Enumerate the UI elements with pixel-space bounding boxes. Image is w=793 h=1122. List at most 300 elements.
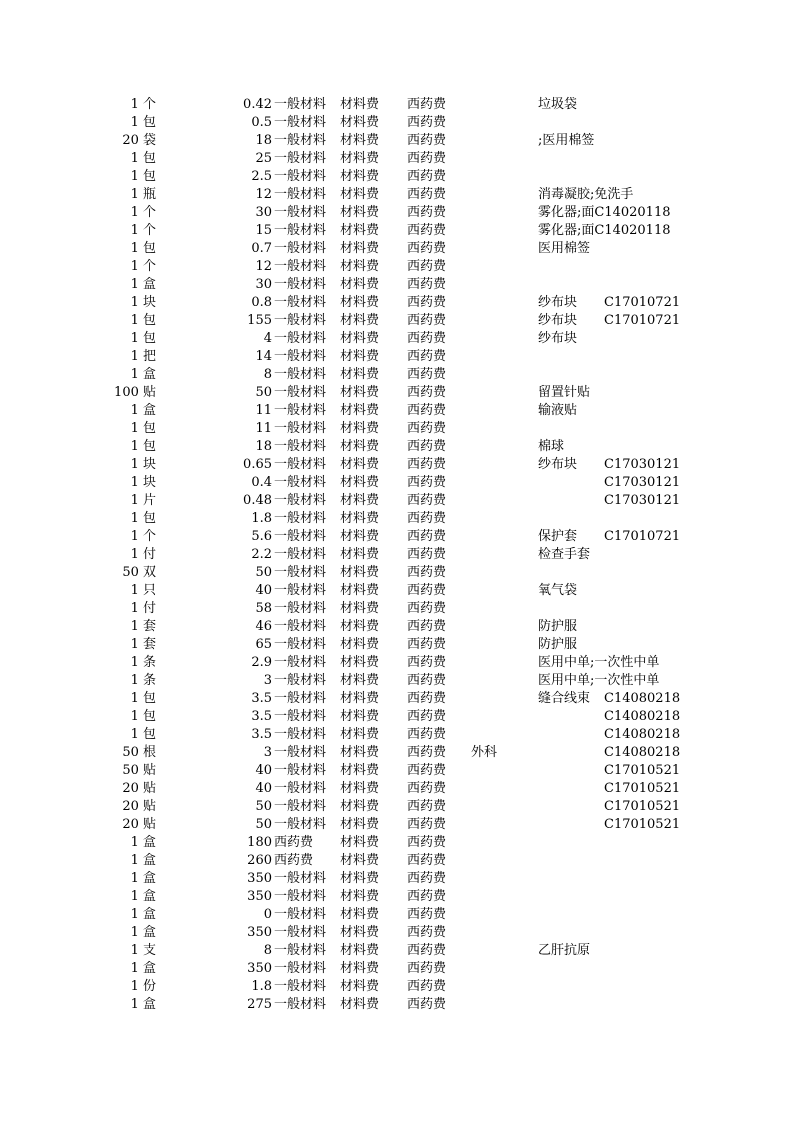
table-row [0,438,793,456]
table-row [0,924,793,942]
code-cell: C17010721 [604,529,681,544]
price-cell: 50 [255,817,272,832]
drug-cell: 西药费 [407,601,447,616]
qty-cell: 1 包 [130,331,156,346]
cat-cell: 一般材料 [274,619,327,634]
price-cell: 3.5 [251,727,272,742]
dept-cell [471,366,533,384]
dept-cell [471,906,533,924]
cat-cell: 一般材料 [274,637,327,652]
code-cell [604,258,670,276]
price-cell: 50 [255,799,272,814]
name-cell [538,708,604,726]
code-cell [604,924,670,942]
name-cell: 纱布块 [538,457,578,472]
table-row [0,330,793,348]
drug-cell: 西药费 [407,907,447,922]
drug-cell: 西药费 [407,835,447,850]
table-row [0,762,793,780]
fee-cell: 材料费 [340,97,380,112]
table-row [0,96,793,114]
qty-cell: 1 盒 [130,907,156,922]
qty-cell: 1 块 [130,457,156,472]
name-cell: 消毒凝胶;免洗手 [538,187,634,202]
price-cell: 3 [263,673,272,688]
drug-cell: 西药费 [407,223,447,238]
drug-cell: 西药费 [407,799,447,814]
code-cell [604,960,670,978]
dept-cell [471,708,533,726]
price-cell: 3.5 [251,691,272,706]
price-cell: 25 [255,151,272,166]
table-row [0,528,793,546]
code-cell [604,618,670,636]
table-row [0,474,793,492]
cat-cell: 一般材料 [274,673,327,688]
drug-cell: 西药费 [407,313,447,328]
dept-cell [471,546,533,564]
table-row [0,870,793,888]
fee-cell: 材料费 [340,547,380,562]
drug-cell: 西药费 [407,979,447,994]
cat-cell: 一般材料 [274,421,327,436]
drug-cell: 西药费 [407,151,447,166]
name-cell: 雾化器;面C14020118 [538,205,671,220]
fee-cell: 材料费 [340,223,380,238]
cat-cell: 一般材料 [274,277,327,292]
fee-cell: 材料费 [340,619,380,634]
cat-cell: 一般材料 [274,583,327,598]
drug-cell: 西药费 [407,943,447,958]
name-cell: 纱布块 [538,313,578,328]
dept-cell [471,240,533,258]
table-row [0,600,793,618]
fee-cell: 材料费 [340,601,380,616]
cat-cell: 一般材料 [274,799,327,814]
name-cell: 医用中单;一次性中单 [538,673,660,688]
qty-cell: 1 盒 [130,925,156,940]
fee-cell: 材料费 [340,259,380,274]
qty-cell: 1 份 [130,979,156,994]
price-cell: 0.48 [243,493,272,508]
code-cell [604,366,670,384]
code-cell: C17010521 [604,799,681,814]
fee-cell: 材料费 [340,961,380,976]
dept-cell [471,402,533,420]
fee-cell: 材料费 [340,889,380,904]
cat-cell: 一般材料 [274,655,327,670]
cat-cell: 一般材料 [274,961,327,976]
dept-cell [471,942,533,960]
fee-cell: 材料费 [340,331,380,346]
price-cell: 2.5 [251,169,272,184]
cat-cell: 一般材料 [274,817,327,832]
drug-cell: 西药费 [407,259,447,274]
cat-cell: 一般材料 [274,205,327,220]
fee-cell: 材料费 [340,835,380,850]
code-cell: C17010721 [604,295,681,310]
drug-cell: 西药费 [407,439,447,454]
code-cell [604,348,670,366]
code-cell: C14080218 [604,745,681,760]
fee-cell: 材料费 [340,529,380,544]
name-cell [538,780,604,798]
qty-cell: 50 双 [122,565,156,580]
cat-cell: 一般材料 [274,457,327,472]
code-cell: C17010721 [604,313,681,328]
dept-cell [471,726,533,744]
table-row [0,960,793,978]
qty-cell: 1 个 [130,205,156,220]
name-cell: 防护服 [538,619,578,634]
dept-cell [471,258,533,276]
name-cell: 纱布块 [538,331,578,346]
qty-cell: 1 盒 [130,835,156,850]
fee-cell: 材料费 [340,277,380,292]
qty-cell: 1 片 [130,493,156,508]
dept-cell [471,510,533,528]
table-row [0,420,793,438]
code-cell [604,996,670,1014]
drug-cell: 西药费 [407,529,447,544]
qty-cell: 1 包 [130,421,156,436]
dept-cell [471,186,533,204]
drug-cell: 西药费 [407,511,447,526]
name-cell [538,798,604,816]
fee-cell: 材料费 [340,115,380,130]
code-cell [604,132,670,150]
table-row [0,510,793,528]
drug-cell: 西药费 [407,475,447,490]
qty-cell: 1 个 [130,259,156,274]
cat-cell: 一般材料 [274,403,327,418]
price-cell: 50 [255,385,272,400]
table-row [0,276,793,294]
name-cell [538,762,604,780]
price-cell: 15 [255,223,272,238]
fee-cell: 材料费 [340,763,380,778]
dept-cell [471,636,533,654]
drug-cell: 西药费 [407,241,447,256]
qty-cell: 1 付 [130,601,156,616]
table-row [0,888,793,906]
code-cell [604,600,670,618]
qty-cell: 50 贴 [122,763,156,778]
fee-cell: 材料费 [340,475,380,490]
drug-cell: 西药费 [407,925,447,940]
cat-cell: 西药费 [274,853,314,868]
qty-cell: 1 包 [130,709,156,724]
drug-cell: 西药费 [407,205,447,220]
dept-cell [471,384,533,402]
name-cell: 输液贴 [538,403,578,418]
price-cell: 2.9 [251,655,272,670]
qty-cell: 1 条 [130,673,156,688]
drug-cell: 西药费 [407,655,447,670]
code-cell [604,402,670,420]
drug-cell: 西药费 [407,97,447,112]
qty-cell: 20 袋 [122,133,156,148]
price-cell: 11 [255,403,272,418]
cat-cell: 一般材料 [274,943,327,958]
cat-cell: 一般材料 [274,151,327,166]
qty-cell: 20 贴 [122,817,156,832]
qty-cell: 100 贴 [114,385,156,400]
qty-cell: 1 盒 [130,367,156,382]
dept-cell [471,150,533,168]
drug-cell: 西药费 [407,583,447,598]
price-cell: 58 [255,601,272,616]
name-cell: 缝合线束 [538,691,591,706]
table-row [0,744,793,762]
table-row [0,456,793,474]
qty-cell: 1 包 [130,313,156,328]
qty-cell: 1 块 [130,475,156,490]
drug-cell: 西药费 [407,133,447,148]
qty-cell: 1 盒 [130,871,156,886]
cat-cell: 一般材料 [274,331,327,346]
name-cell: 防护服 [538,637,578,652]
fee-cell: 材料费 [340,367,380,382]
code-cell [604,870,670,888]
drug-cell: 西药费 [407,367,447,382]
name-cell [538,492,604,510]
fee-cell: 材料费 [340,745,380,760]
code-cell [604,240,670,258]
code-cell [604,834,670,852]
code-cell [604,420,670,438]
cat-cell: 一般材料 [274,709,327,724]
dept-cell [471,474,533,492]
dept-cell [471,780,533,798]
code-cell [604,96,670,114]
price-cell: 3 [263,745,272,760]
table-row [0,942,793,960]
price-cell: 260 [247,853,272,868]
code-cell [604,654,670,672]
table-row [0,222,793,240]
fee-cell: 材料费 [340,493,380,508]
dept-cell [471,618,533,636]
dept-cell [471,996,533,1014]
dept-cell [471,420,533,438]
table-row [0,294,793,312]
cat-cell: 一般材料 [274,115,327,130]
fee-cell: 材料费 [340,853,380,868]
fee-cell: 材料费 [340,709,380,724]
dept-cell [471,978,533,996]
price-cell: 40 [255,763,272,778]
drug-cell: 西药费 [407,349,447,364]
cat-cell: 一般材料 [274,565,327,580]
code-cell [604,438,670,456]
price-cell: 350 [247,961,272,976]
qty-cell: 1 块 [130,295,156,310]
name-cell: 纱布块 [538,295,578,310]
drug-cell: 西药费 [407,169,447,184]
dept-cell [471,330,533,348]
fee-cell: 材料费 [340,997,380,1012]
drug-cell: 西药费 [407,403,447,418]
price-cell: 0.4 [251,475,272,490]
dept-cell [471,672,533,690]
qty-cell: 1 套 [130,619,156,634]
price-cell: 14 [255,349,272,364]
table-row [0,798,793,816]
table-row [0,204,793,222]
cat-cell: 一般材料 [274,133,327,148]
table-row [0,492,793,510]
qty-cell: 1 套 [130,637,156,652]
dept-cell [471,294,533,312]
qty-cell: 1 包 [130,169,156,184]
name-cell: 医用棉签 [538,241,591,256]
cat-cell: 一般材料 [274,529,327,544]
cat-cell: 一般材料 [274,979,327,994]
cat-cell: 西药费 [274,835,314,850]
code-cell [604,546,670,564]
spreadsheet-sheet [0,96,793,1014]
qty-cell: 20 贴 [122,781,156,796]
price-cell: 0 [263,907,272,922]
code-cell: C14080218 [604,709,681,724]
drug-cell: 西药费 [407,817,447,832]
name-cell: 雾化器;面C14020118 [538,223,671,238]
code-cell [604,150,670,168]
price-cell: 65 [255,637,272,652]
fee-cell: 材料费 [340,241,380,256]
price-cell: 0.5 [251,115,272,130]
code-cell [604,672,670,690]
table-row [0,618,793,636]
drug-cell: 西药费 [407,745,447,760]
table-row [0,168,793,186]
qty-cell: 1 盒 [130,961,156,976]
name-cell: 检查手套 [538,547,591,562]
price-cell: 5.6 [251,529,272,544]
drug-cell: 西药费 [407,871,447,886]
price-cell: 8 [263,367,272,382]
price-cell: 1.8 [251,511,272,526]
drug-cell: 西药费 [407,295,447,310]
price-cell: 0.42 [243,97,272,112]
dept-cell [471,852,533,870]
dept-cell [471,870,533,888]
qty-cell: 1 盒 [130,889,156,904]
drug-cell: 西药费 [407,889,447,904]
drug-cell: 西药费 [407,277,447,292]
table-row [0,852,793,870]
fee-cell: 材料费 [340,133,380,148]
dept-cell [471,348,533,366]
name-cell [538,474,604,492]
dept-cell: 外科 [471,745,498,760]
fee-cell: 材料费 [340,799,380,814]
name-cell [538,726,604,744]
cat-cell: 一般材料 [274,601,327,616]
name-cell [538,816,604,834]
table-row [0,654,793,672]
drug-cell: 西药费 [407,547,447,562]
code-cell: C17010521 [604,817,681,832]
fee-cell: 材料费 [340,439,380,454]
table-row [0,816,793,834]
code-cell [604,204,670,222]
dept-cell [471,168,533,186]
code-cell [604,114,670,132]
dept-cell [471,762,533,780]
code-cell: C17030121 [604,475,681,490]
table-row [0,690,793,708]
drug-cell: 西药费 [407,619,447,634]
code-cell: C14080218 [604,691,681,706]
cat-cell: 一般材料 [274,313,327,328]
code-cell [604,222,670,240]
drug-cell: 西药费 [407,457,447,472]
table-row [0,780,793,798]
drug-cell: 西药费 [407,781,447,796]
qty-cell: 1 包 [130,241,156,256]
price-cell: 30 [255,277,272,292]
dept-cell [471,456,533,474]
fee-cell: 材料费 [340,871,380,886]
price-cell: 350 [247,889,272,904]
code-cell [604,888,670,906]
drug-cell: 西药费 [407,709,447,724]
price-cell: 0.65 [243,457,272,472]
fee-cell: 材料费 [340,925,380,940]
fee-cell: 材料费 [340,403,380,418]
dept-cell [471,654,533,672]
fee-cell: 材料费 [340,313,380,328]
table-row [0,582,793,600]
table-row [0,132,793,150]
cat-cell: 一般材料 [274,745,327,760]
dept-cell [471,816,533,834]
drug-cell: 西药费 [407,727,447,742]
table-row [0,366,793,384]
qty-cell: 1 个 [130,223,156,238]
drug-cell: 西药费 [407,997,447,1012]
price-cell: 4 [263,331,272,346]
table-row [0,384,793,402]
cat-cell: 一般材料 [274,691,327,706]
dept-cell [471,690,533,708]
dept-cell [471,312,533,330]
qty-cell: 1 盒 [130,997,156,1012]
code-cell [604,168,670,186]
drug-cell: 西药费 [407,331,447,346]
qty-cell: 1 盒 [130,403,156,418]
qty-cell: 1 个 [130,97,156,112]
fee-cell: 材料费 [340,205,380,220]
dept-cell [471,96,533,114]
price-cell: 0.7 [251,241,272,256]
fee-cell: 材料费 [340,511,380,526]
code-cell [604,510,670,528]
cat-cell: 一般材料 [274,169,327,184]
table-row [0,114,793,132]
fee-cell: 材料费 [340,349,380,364]
qty-cell: 50 根 [122,745,156,760]
drug-cell: 西药费 [407,187,447,202]
cat-cell: 一般材料 [274,97,327,112]
fee-cell: 材料费 [340,637,380,652]
cat-cell: 一般材料 [274,241,327,256]
name-cell: ;医用棉签 [538,133,595,148]
name-cell: 留置针贴 [538,385,591,400]
drug-cell: 西药费 [407,673,447,688]
